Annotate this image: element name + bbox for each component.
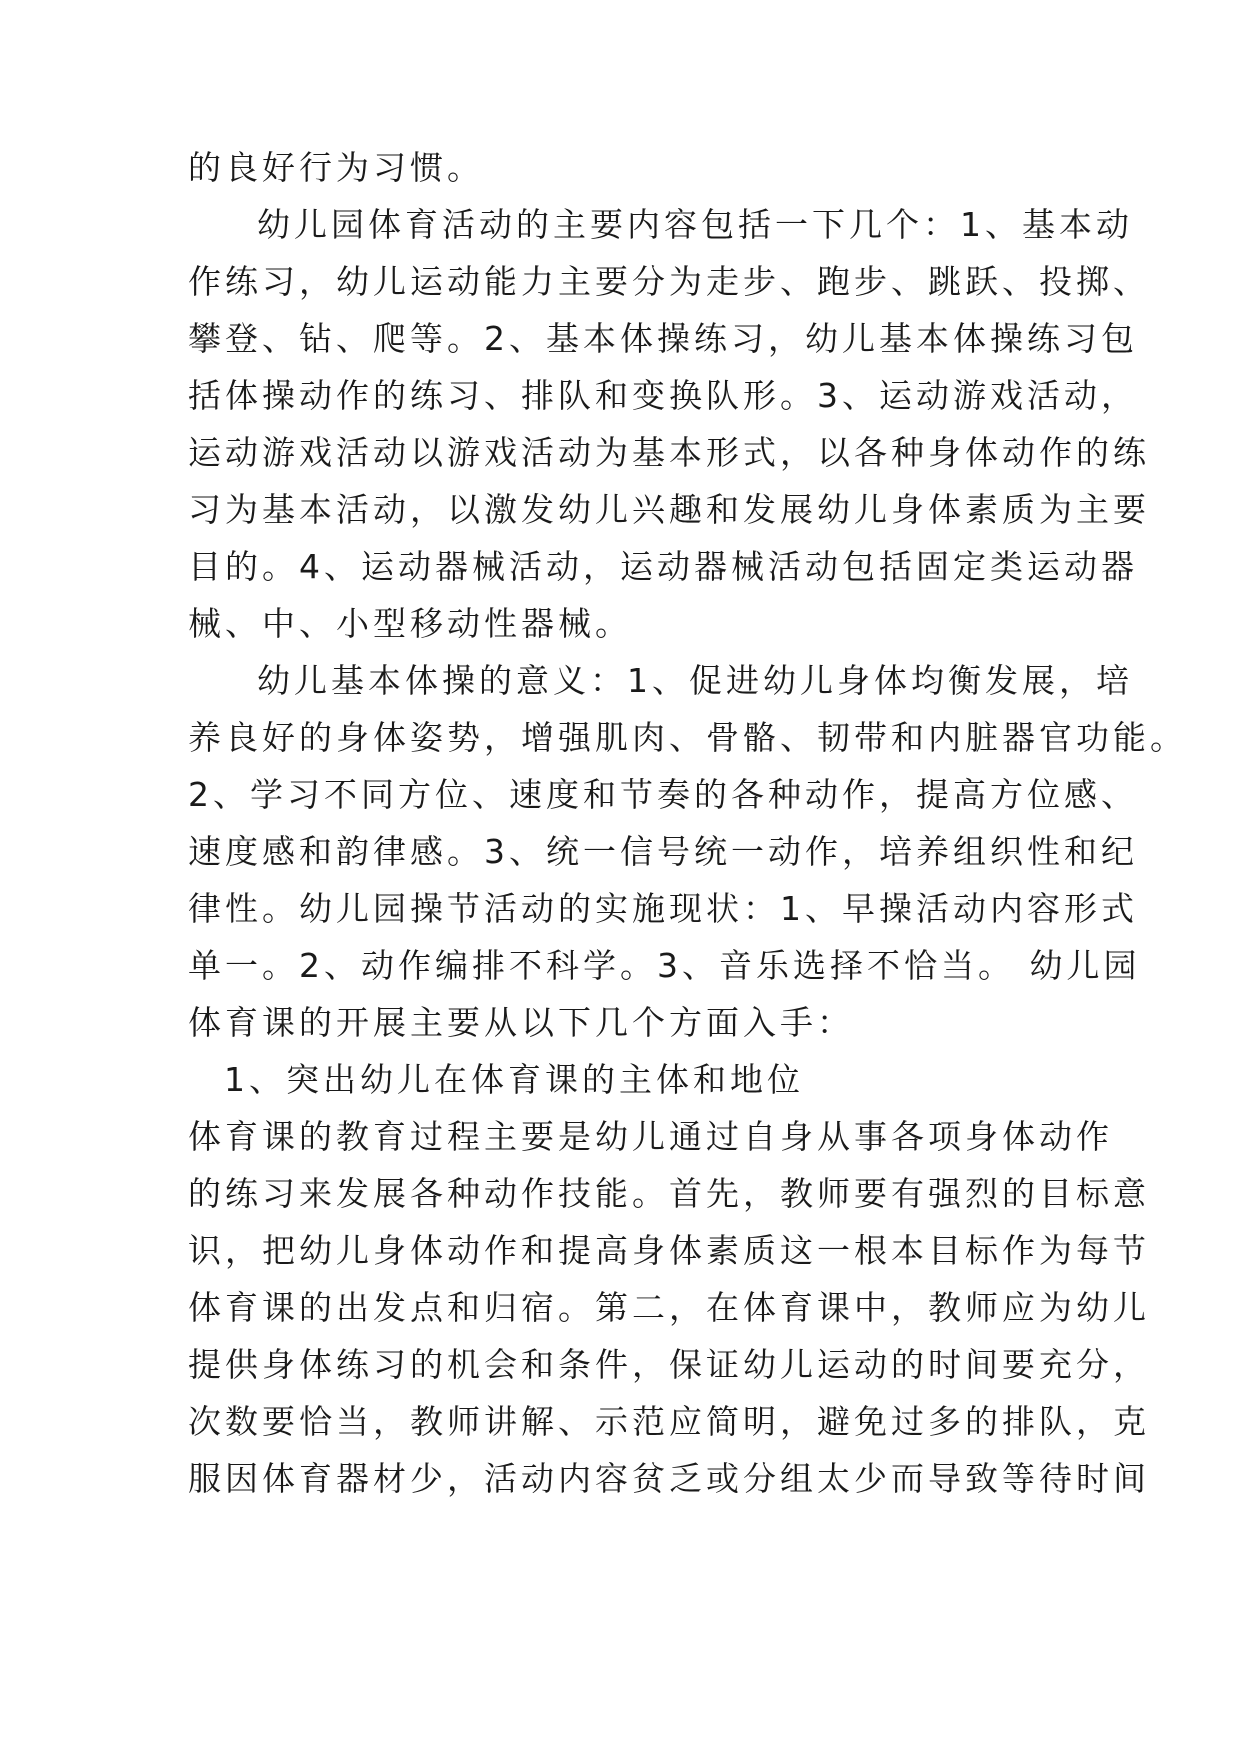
text-line: 单一。2、动作编排不科学。3、音乐选择不恰当。 幼儿园 <box>188 946 1141 985</box>
text-line: 速度感和韵律感。3、统一信号统一动作，培养组织性和纪 <box>188 832 1138 871</box>
text-line: 提供身体练习的机会和条件，保证幼儿运动的时间要充分， <box>188 1345 1150 1384</box>
text-line: 作练习，幼儿运动能力主要分为走步、跑步、跳跃、投掷、 <box>188 262 1150 301</box>
text-line: 的良好行为习惯。 <box>188 148 484 187</box>
text-line: 识，把幼儿身体动作和提高身体素质这一根本目标作为每节 <box>188 1231 1150 1270</box>
text-line: 律性。幼儿园操节活动的实施现状：1、早操活动内容形式 <box>188 889 1138 928</box>
text-line: 2、学习不同方位、速度和节奏的各种动作，提高方位感、 <box>188 775 1138 814</box>
text-line: 次数要恰当，教师讲解、示范应简明，避免过多的排队，克 <box>188 1402 1150 1441</box>
text-line: 体育课的教育过程主要是幼儿通过自身从事各项身体动作 <box>188 1117 1113 1156</box>
text-line: 习为基本活动，以激发幼儿兴趣和发展幼儿身体素质为主要 <box>188 490 1150 529</box>
text-line: 运动游戏活动以游戏活动为基本形式，以各种身体动作的练 <box>188 433 1150 472</box>
text-line: 目的。4、运动器械活动，运动器械活动包括固定类运动器 <box>188 547 1138 586</box>
paragraph-start: 幼儿园体育活动的主要内容包括一下几个：1、基本动 <box>257 205 1133 244</box>
text-line: 体育课的开展主要从以下几个方面入手： <box>188 1003 854 1042</box>
paragraph-start: 幼儿基本体操的意义：1、促进幼儿身体均衡发展，培 <box>257 661 1133 700</box>
text-line: 械、中、小型移动性器械。 <box>188 604 632 643</box>
text-line: 体育课的出发点和归宿。第二，在体育课中，教师应为幼儿 <box>188 1288 1150 1327</box>
text-line: 括体操动作的练习、排队和变换队形。3、运动游戏活动， <box>188 376 1138 415</box>
text-line: 的练习来发展各种动作技能。首先，教师要有强烈的目标意 <box>188 1174 1150 1213</box>
section-heading: 1、突出幼儿在体育课的主体和地位 <box>224 1060 804 1099</box>
text-line: 养良好的身体姿势，增强肌肉、骨骼、韧带和内脏器官功能。 <box>188 718 1187 757</box>
text-line: 服因体育器材少，活动内容贫乏或分组太少而导致等待时间 <box>188 1459 1150 1498</box>
text-line: 攀登、钻、爬等。2、基本体操练习，幼儿基本体操练习包 <box>188 319 1138 358</box>
